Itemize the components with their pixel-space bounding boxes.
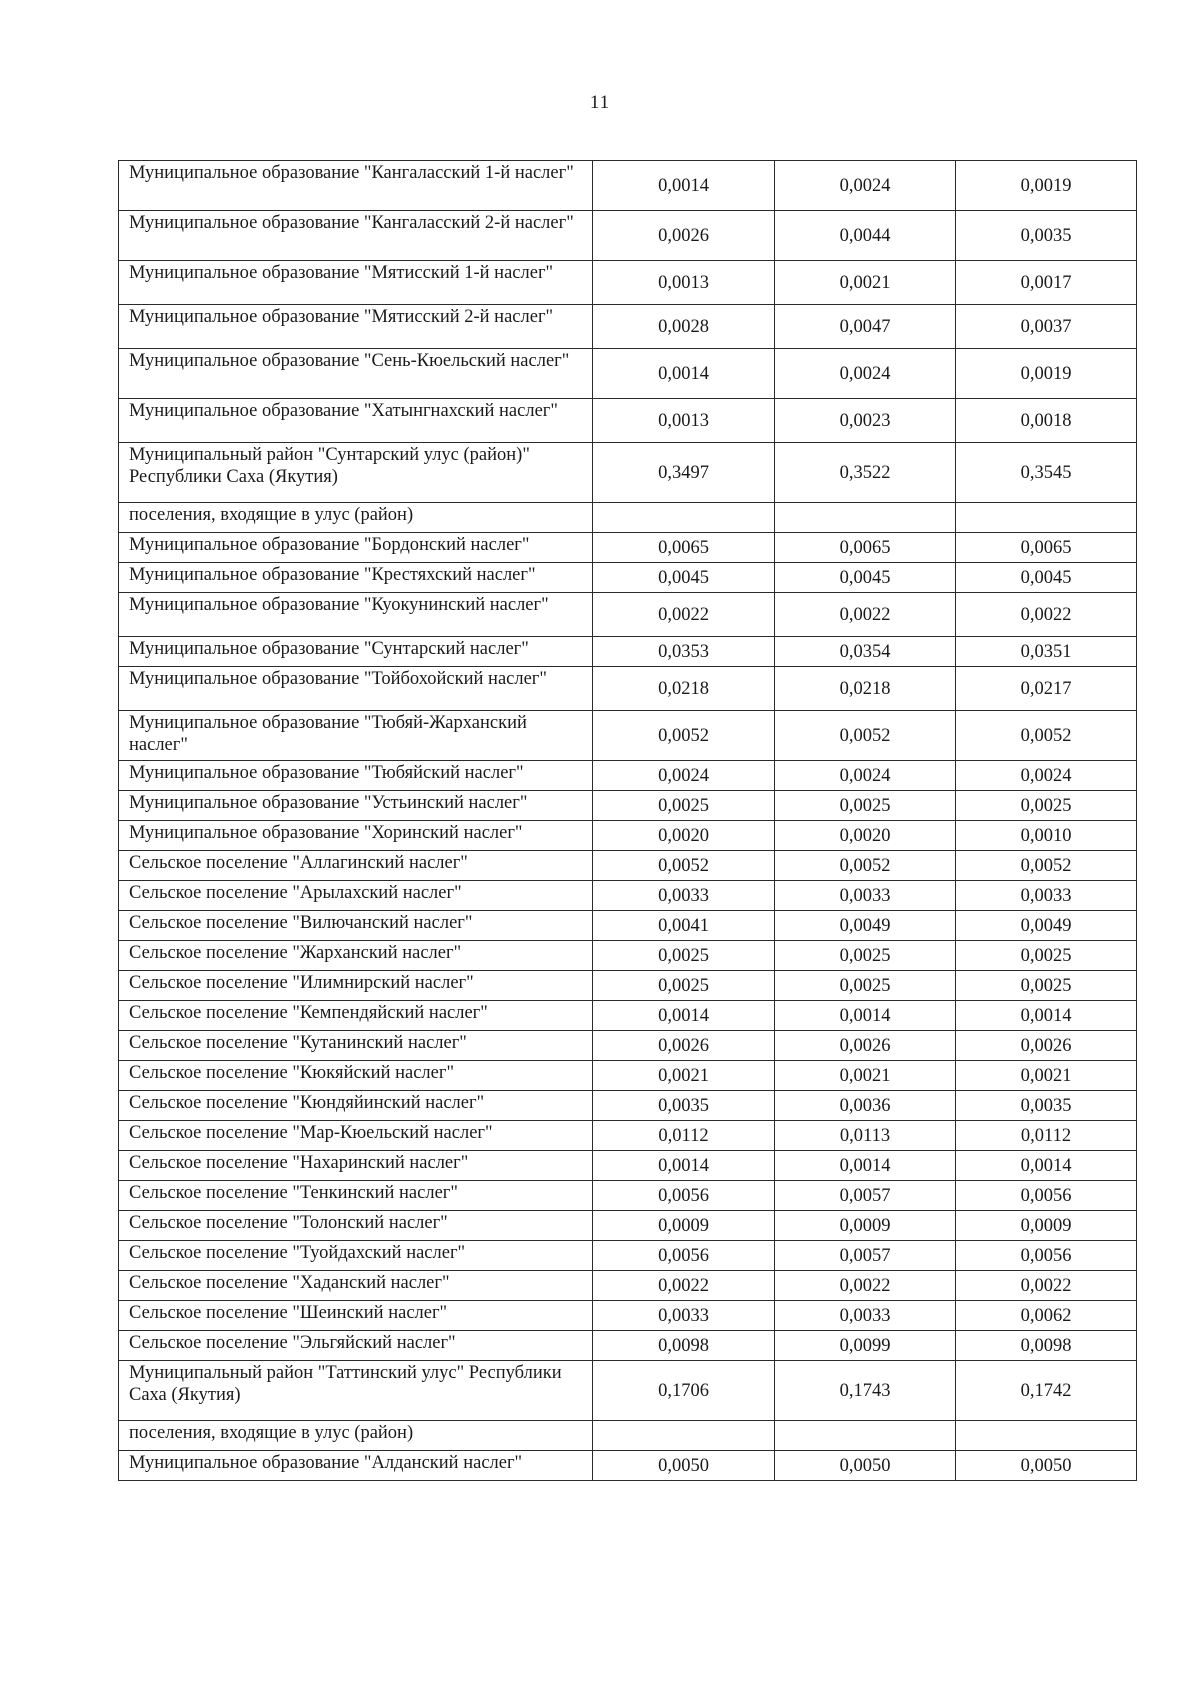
table-row — [119, 503, 1137, 533]
value-cell-1: 0,0035 — [593, 1091, 775, 1121]
table-row — [119, 1331, 1137, 1361]
municipality-name-cell: Сельское поселение "Эльгяйский наслег" — [119, 1331, 593, 1361]
table-row — [119, 1091, 1137, 1121]
value-cell-1: 0,0041 — [593, 911, 775, 941]
value-cell-1: 0,0112 — [593, 1121, 775, 1151]
value-cell-1: 0,0052 — [593, 711, 775, 761]
municipality-name-cell: Сельское поселение "Тенкинский наслег" — [119, 1181, 593, 1211]
value-cell-1: 0,0056 — [593, 1241, 775, 1271]
municipality-name-cell: Сельское поселение "Шеинский наслег" — [119, 1301, 593, 1331]
value-cell-3: 0,0056 — [956, 1241, 1137, 1271]
table-row — [119, 1451, 1137, 1481]
municipality-name-cell: Сельское поселение "Кемпендяйский наслег" — [119, 1001, 593, 1031]
value-cell-1: 0,0022 — [593, 1271, 775, 1301]
value-cell-1: 0,0026 — [593, 1031, 775, 1061]
value-cell-3: 0,1742 — [956, 1361, 1137, 1421]
value-cell-3: 0,0052 — [956, 851, 1137, 881]
municipality-name-cell: Муниципальное образование "Алданский наслег" — [119, 1451, 593, 1481]
table-row — [119, 1241, 1137, 1271]
table-row — [119, 711, 1137, 761]
municipality-name-cell: Сельское поселение "Туойдахский наслег" — [119, 1241, 593, 1271]
municipality-name-cell: Муниципальное образование "Бордонский наслег" — [119, 533, 593, 563]
table-row — [119, 667, 1137, 711]
value-cell-3: 0,0025 — [956, 941, 1137, 971]
value-cell-2: 0,0026 — [775, 1031, 956, 1061]
value-cell-3: 0,0009 — [956, 1211, 1137, 1241]
table-row — [119, 161, 1137, 211]
value-cell-2: 0,0050 — [775, 1451, 956, 1481]
table-row — [119, 1031, 1137, 1061]
value-cell-2: 0,0099 — [775, 1331, 956, 1361]
municipality-name-cell: Муниципальное образование "Кангаласский 1-й наслег" — [119, 161, 593, 211]
value-cell-1: 0,0033 — [593, 1301, 775, 1331]
table-row — [119, 1151, 1137, 1181]
value-cell-1: 0,0218 — [593, 667, 775, 711]
value-cell-3: 0,0014 — [956, 1001, 1137, 1031]
value-cell-2: 0,0009 — [775, 1211, 956, 1241]
table-row — [119, 911, 1137, 941]
table-row — [119, 533, 1137, 563]
value-cell-1: 0,0050 — [593, 1451, 775, 1481]
municipality-name-cell: Муниципальное образование "Куокунинский наслег" — [119, 593, 593, 637]
value-cell-2: 0,0052 — [775, 851, 956, 881]
table-row — [119, 1211, 1137, 1241]
value-cell-1: 0,0014 — [593, 161, 775, 211]
municipality-name-cell: Сельское поселение "Вилючанский наслег" — [119, 911, 593, 941]
municipality-name-cell: Муниципальное образование "Мятисский 1-й наслег" — [119, 261, 593, 305]
municipality-name-cell: Сельское поселение "Жарханский наслег" — [119, 941, 593, 971]
value-cell-2: 0,0045 — [775, 563, 956, 593]
value-cell-1: 0,0024 — [593, 761, 775, 791]
table-row — [119, 349, 1137, 399]
value-cell-2: 0,0020 — [775, 821, 956, 851]
value-cell-1: 0,0025 — [593, 971, 775, 1001]
value-cell-3: 0,3545 — [956, 443, 1137, 503]
table-row — [119, 1001, 1137, 1031]
table-row — [119, 211, 1137, 261]
table-row — [119, 261, 1137, 305]
municipality-name-cell: Муниципальное образование "Тойбохойский наслег" — [119, 667, 593, 711]
value-cell-3 — [956, 503, 1137, 533]
municipality-name-cell: поселения, входящие в улус (район) — [119, 503, 593, 533]
value-cell-2: 0,0022 — [775, 593, 956, 637]
value-cell-2: 0,0113 — [775, 1121, 956, 1151]
value-cell-3: 0,0025 — [956, 971, 1137, 1001]
value-cell-2: 0,0036 — [775, 1091, 956, 1121]
value-cell-2: 0,0047 — [775, 305, 956, 349]
value-cell-3 — [956, 1421, 1137, 1451]
value-cell-2: 0,3522 — [775, 443, 956, 503]
value-cell-3: 0,0010 — [956, 821, 1137, 851]
value-cell-2: 0,0057 — [775, 1241, 956, 1271]
value-cell-3: 0,0019 — [956, 349, 1137, 399]
municipality-name-cell: Муниципальное образование "Мятисский 2-й наслег" — [119, 305, 593, 349]
value-cell-1: 0,0025 — [593, 941, 775, 971]
table-row — [119, 1421, 1137, 1451]
value-cell-1: 0,0009 — [593, 1211, 775, 1241]
value-cell-2: 0,0024 — [775, 161, 956, 211]
value-cell-3: 0,0019 — [956, 161, 1137, 211]
value-cell-1: 0,0028 — [593, 305, 775, 349]
municipality-name-cell: Муниципальное образование "Хатынгнахский наслег" — [119, 399, 593, 443]
value-cell-3: 0,0112 — [956, 1121, 1137, 1151]
value-cell-3: 0,0022 — [956, 1271, 1137, 1301]
value-cell-1: 0,0056 — [593, 1181, 775, 1211]
value-cell-2: 0,0024 — [775, 349, 956, 399]
table-row — [119, 637, 1137, 667]
municipality-name-cell: поселения, входящие в улус (район) — [119, 1421, 593, 1451]
table-row — [119, 399, 1137, 443]
value-cell-3: 0,0017 — [956, 261, 1137, 305]
municipality-name-cell: Сельское поселение "Хаданский наслег" — [119, 1271, 593, 1301]
table-row — [119, 443, 1137, 503]
value-cell-1: 0,0013 — [593, 399, 775, 443]
value-cell-2: 0,0218 — [775, 667, 956, 711]
table-row — [119, 971, 1137, 1001]
value-cell-2 — [775, 1421, 956, 1451]
municipality-name-cell: Сельское поселение "Арылахский наслег" — [119, 881, 593, 911]
value-cell-2: 0,0033 — [775, 1301, 956, 1331]
value-cell-1: 0,0021 — [593, 1061, 775, 1091]
municipality-name-cell: Сельское поселение "Кутанинский наслег" — [119, 1031, 593, 1061]
municipality-name-cell: Муниципальное образование "Сунтарский наслег" — [119, 637, 593, 667]
table-row — [119, 1361, 1137, 1421]
municipality-name-cell: Муниципальный район "Сунтарский улус (район)" Республики Саха (Якутия) — [119, 443, 593, 503]
table-row — [119, 881, 1137, 911]
table-row — [119, 1181, 1137, 1211]
municipality-name-cell: Сельское поселение "Кюкяйский наслег" — [119, 1061, 593, 1091]
value-cell-3: 0,0045 — [956, 563, 1137, 593]
value-cell-3: 0,0050 — [956, 1451, 1137, 1481]
municipality-name-cell: Муниципальное образование "Кангаласский 2-й наслег" — [119, 211, 593, 261]
value-cell-2: 0,0021 — [775, 261, 956, 305]
value-cell-3: 0,0021 — [956, 1061, 1137, 1091]
value-cell-1: 0,0052 — [593, 851, 775, 881]
value-cell-3: 0,0037 — [956, 305, 1137, 349]
table-row — [119, 1121, 1137, 1151]
value-cell-3: 0,0052 — [956, 711, 1137, 761]
value-cell-1: 0,0014 — [593, 349, 775, 399]
table-row — [119, 1061, 1137, 1091]
table-row — [119, 821, 1137, 851]
table-row — [119, 1271, 1137, 1301]
value-cell-1: 0,0033 — [593, 881, 775, 911]
value-cell-1: 0,0013 — [593, 261, 775, 305]
municipality-name-cell: Муниципальное образование "Тюбяйский наслег" — [119, 761, 593, 791]
table-body — [119, 161, 1137, 1481]
value-cell-3: 0,0022 — [956, 593, 1137, 637]
value-cell-3: 0,0351 — [956, 637, 1137, 667]
value-cell-3: 0,0026 — [956, 1031, 1137, 1061]
value-cell-3: 0,0056 — [956, 1181, 1137, 1211]
table-row — [119, 593, 1137, 637]
value-cell-2: 0,0052 — [775, 711, 956, 761]
value-cell-1: 0,0026 — [593, 211, 775, 261]
allocation-table — [118, 160, 1137, 1481]
municipality-name-cell: Сельское поселение "Илимнирский наслег" — [119, 971, 593, 1001]
value-cell-3: 0,0018 — [956, 399, 1137, 443]
table-row — [119, 563, 1137, 593]
value-cell-1 — [593, 1421, 775, 1451]
value-cell-2: 0,1743 — [775, 1361, 956, 1421]
value-cell-3: 0,0033 — [956, 881, 1137, 911]
page-number: 11 — [589, 92, 611, 113]
value-cell-2: 0,0014 — [775, 1001, 956, 1031]
value-cell-3: 0,0014 — [956, 1151, 1137, 1181]
value-cell-2 — [775, 503, 956, 533]
municipality-name-cell: Муниципальное образование "Тюбяй-Жарханский наслег" — [119, 711, 593, 761]
value-cell-2: 0,0065 — [775, 533, 956, 563]
value-cell-2: 0,0057 — [775, 1181, 956, 1211]
value-cell-1: 0,0025 — [593, 791, 775, 821]
value-cell-2: 0,0021 — [775, 1061, 956, 1091]
value-cell-2: 0,0024 — [775, 761, 956, 791]
value-cell-1: 0,0014 — [593, 1151, 775, 1181]
value-cell-3: 0,0035 — [956, 1091, 1137, 1121]
municipality-name-cell: Муниципальное образование "Крестяхский наслег" — [119, 563, 593, 593]
value-cell-2: 0,0049 — [775, 911, 956, 941]
municipality-name-cell: Муниципальное образование "Сень-Кюельский наслег" — [119, 349, 593, 399]
value-cell-3: 0,0049 — [956, 911, 1137, 941]
value-cell-2: 0,0022 — [775, 1271, 956, 1301]
table-row — [119, 1301, 1137, 1331]
value-cell-1: 0,0098 — [593, 1331, 775, 1361]
value-cell-2: 0,0025 — [775, 791, 956, 821]
value-cell-3: 0,0035 — [956, 211, 1137, 261]
value-cell-2: 0,0354 — [775, 637, 956, 667]
value-cell-1: 0,0022 — [593, 593, 775, 637]
value-cell-3: 0,0217 — [956, 667, 1137, 711]
value-cell-3: 0,0098 — [956, 1331, 1137, 1361]
value-cell-2: 0,0014 — [775, 1151, 956, 1181]
table-row — [119, 791, 1137, 821]
value-cell-1: 0,1706 — [593, 1361, 775, 1421]
value-cell-2: 0,0023 — [775, 399, 956, 443]
table-row — [119, 851, 1137, 881]
municipality-name-cell: Муниципальный район "Таттинский улус" Республики Саха (Якутия) — [119, 1361, 593, 1421]
value-cell-2: 0,0033 — [775, 881, 956, 911]
value-cell-2: 0,0025 — [775, 971, 956, 1001]
value-cell-1: 0,0045 — [593, 563, 775, 593]
municipality-name-cell: Сельское поселение "Кюндяйинский наслег" — [119, 1091, 593, 1121]
value-cell-1: 0,0065 — [593, 533, 775, 563]
value-cell-1: 0,3497 — [593, 443, 775, 503]
value-cell-3: 0,0062 — [956, 1301, 1137, 1331]
value-cell-3: 0,0025 — [956, 791, 1137, 821]
municipality-name-cell: Сельское поселение "Аллагинский наслег" — [119, 851, 593, 881]
municipality-name-cell: Сельское поселение "Толонский наслег" — [119, 1211, 593, 1241]
value-cell-2: 0,0044 — [775, 211, 956, 261]
value-cell-1: 0,0353 — [593, 637, 775, 667]
municipality-name-cell: Сельское поселение "Мар-Кюельский наслег" — [119, 1121, 593, 1151]
municipality-name-cell: Сельское поселение "Нахаринский наслег" — [119, 1151, 593, 1181]
municipality-name-cell: Муниципальное образование "Устьинский наслег" — [119, 791, 593, 821]
value-cell-3: 0,0024 — [956, 761, 1137, 791]
value-cell-1: 0,0014 — [593, 1001, 775, 1031]
table-row — [119, 305, 1137, 349]
value-cell-3: 0,0065 — [956, 533, 1137, 563]
value-cell-1: 0,0020 — [593, 821, 775, 851]
table-row — [119, 761, 1137, 791]
value-cell-1 — [593, 503, 775, 533]
municipality-name-cell: Муниципальное образование "Хоринский наслег" — [119, 821, 593, 851]
table-row — [119, 941, 1137, 971]
value-cell-2: 0,0025 — [775, 941, 956, 971]
